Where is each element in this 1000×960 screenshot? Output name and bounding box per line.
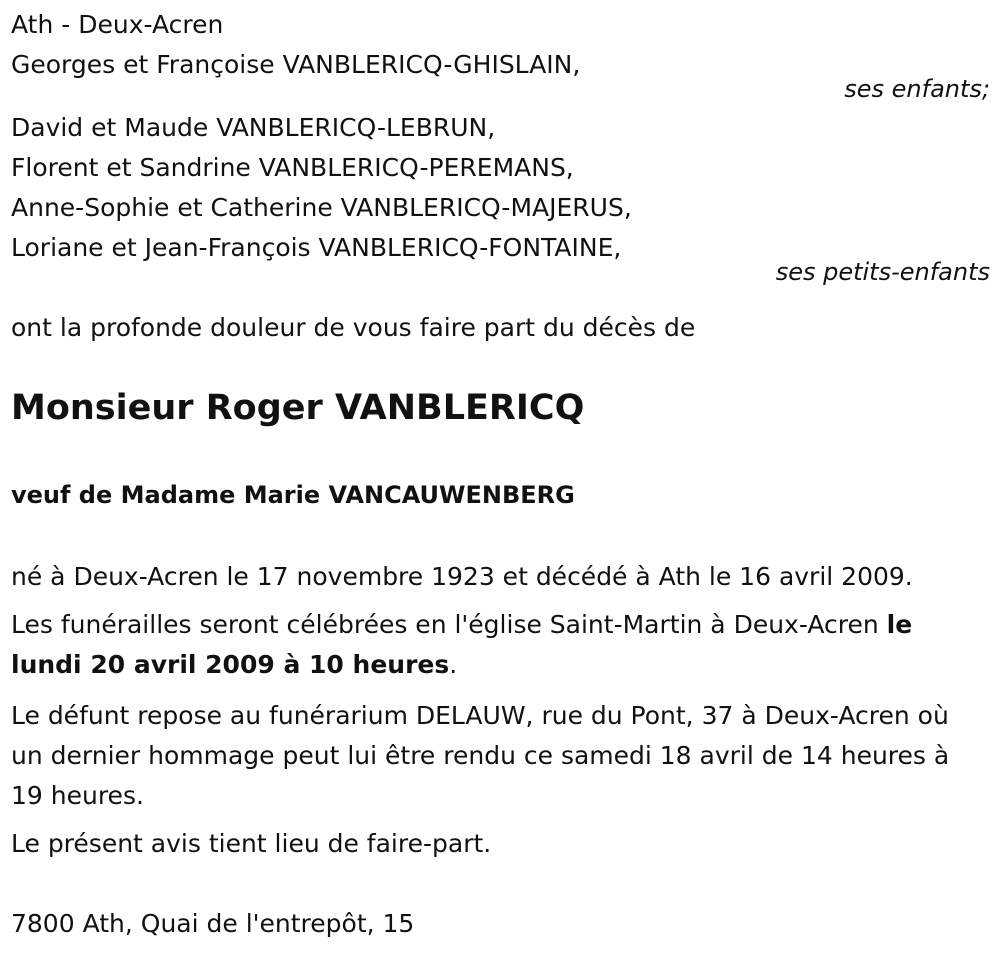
address-line: 7800 Ath, Quai de l'entrepôt, 15 (11, 909, 415, 938)
announcement-line: ont la profonde douleur de vous faire part du décès de (11, 313, 696, 342)
funeral-text: Les funérailles seront célébrées en l'église Saint-Martin à Deux-Acren (11, 610, 887, 639)
grandchild-line: Anne-Sophie et Catherine VANBLERICQ-MAJERUS, (11, 193, 632, 222)
grandchild-line: Florent et Sandrine VANBLERICQ-PEREMANS, (11, 153, 574, 182)
widower-line: veuf de Madame Marie VANCAUWENBERG (11, 481, 575, 509)
grandchildren-label: ses petits-enfants (775, 258, 990, 286)
grandchild-line: Loriane et Jean-François VANBLERICQ-FONTAINE, (11, 233, 622, 262)
grandchild-line: David et Maude VANBLERICQ-LEBRUN, (11, 113, 496, 142)
funeral-date: le lundi 20 avril 2009 à 10 heures (11, 610, 913, 679)
repose-paragraph: Le défunt repose au funérarium DELAUW, rue du Pont, 37 à Deux-Acren où un dernier hommage peut lui être rendu ce samedi 18 avril de 14 heures à 19 heures. (11, 701, 950, 810)
funeral-paragraph (11, 605, 986, 685)
funeral-end: . (449, 650, 458, 679)
location-line: Ath - Deux-Acren (11, 10, 224, 39)
birth-death-line: né à Deux-Acren le 17 novembre 1923 et décédé à Ath le 16 avril 2009. (11, 562, 913, 591)
children-label: ses enfants; (844, 75, 990, 103)
notice-line: Le présent avis tient lieu de faire-part. (11, 829, 492, 858)
children-line: Georges et Françoise VANBLERICQ-GHISLAIN, (11, 50, 581, 79)
deceased-name: Monsieur Roger VANBLERICQ (11, 388, 585, 428)
